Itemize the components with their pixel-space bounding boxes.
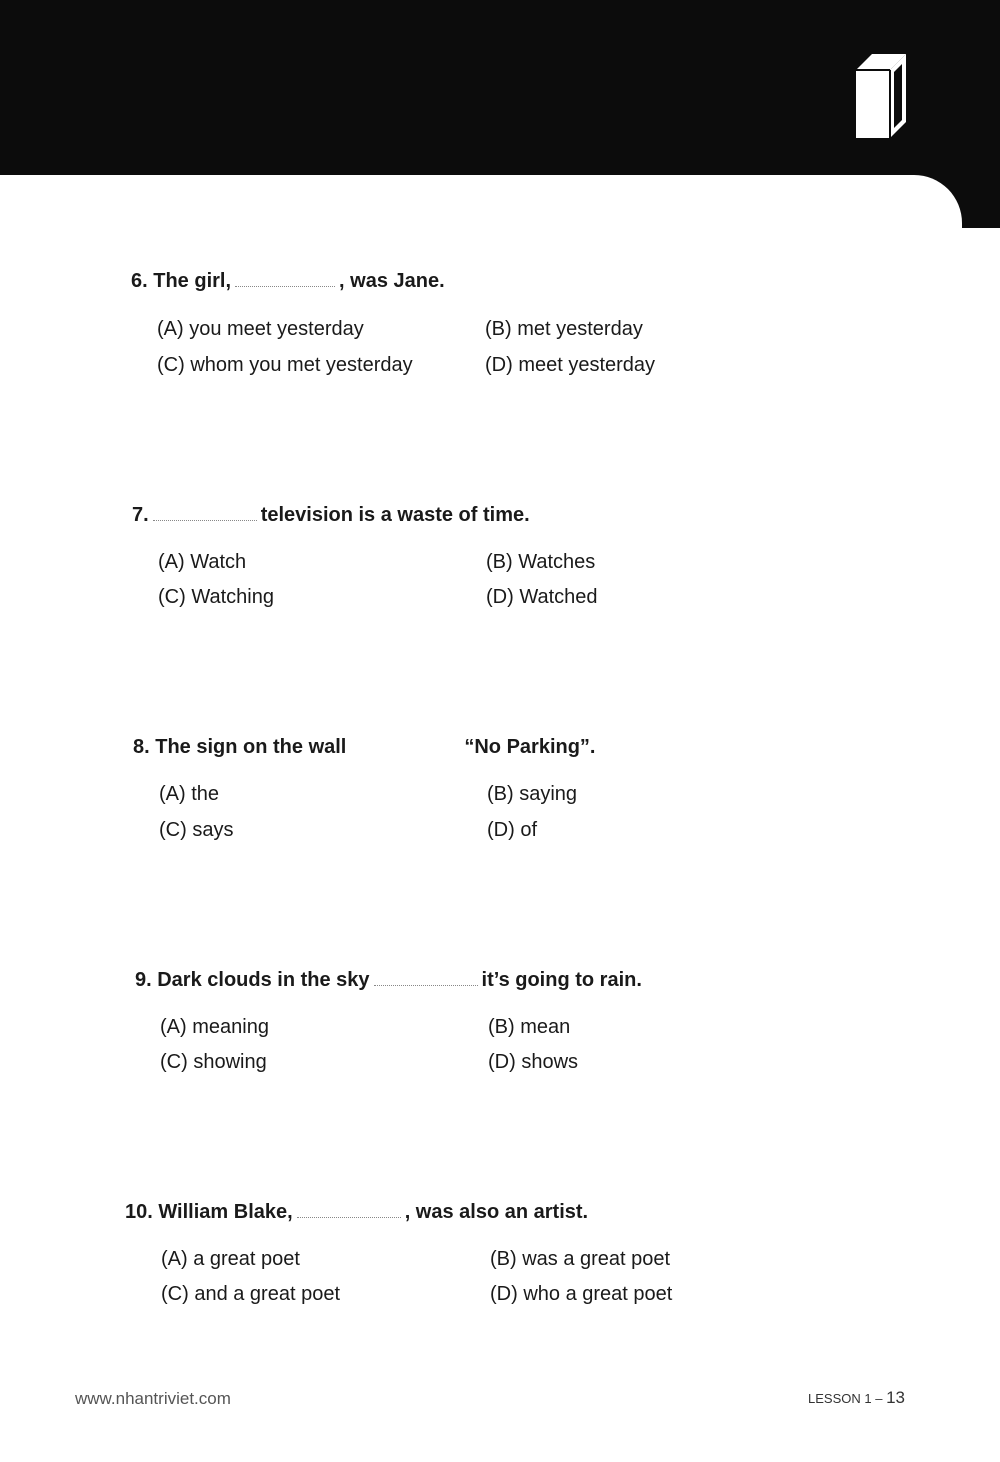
answer-blank bbox=[153, 506, 257, 521]
option-d[interactable]: (D) Watched bbox=[486, 586, 598, 608]
option-c[interactable]: (C) says bbox=[159, 819, 234, 841]
stem-text-after: it’s going to rain. bbox=[481, 969, 642, 991]
stem-text-after: “No Parking”. bbox=[464, 736, 596, 758]
stem-text-before: 7. bbox=[132, 504, 149, 526]
question-stem bbox=[135, 969, 642, 992]
question-stem bbox=[131, 270, 445, 293]
option-c[interactable]: (C) and a great poet bbox=[161, 1283, 340, 1305]
page-separator: – bbox=[875, 1391, 883, 1406]
option-b[interactable]: (B) saying bbox=[487, 783, 578, 805]
stem-text-before: 10. William Blake, bbox=[125, 1201, 293, 1223]
option-b[interactable]: (B) Watches bbox=[486, 551, 596, 573]
book-icon bbox=[848, 50, 912, 142]
page-sheet bbox=[0, 175, 962, 1462]
option-c[interactable]: (C) Watching bbox=[158, 586, 274, 608]
stem-text-after: , was Jane. bbox=[339, 270, 445, 292]
stem-text-after: , was also an artist. bbox=[404, 1201, 589, 1223]
question-stem bbox=[125, 1201, 588, 1224]
option-c[interactable]: (C) whom you met yesterday bbox=[157, 354, 413, 376]
option-a[interactable]: (A) a great poet bbox=[161, 1248, 300, 1270]
footer-page-label bbox=[808, 1388, 905, 1408]
option-c[interactable]: (C) showing bbox=[160, 1051, 267, 1073]
stem-text-after: television is a waste of time. bbox=[260, 504, 530, 526]
page-number: 13 bbox=[886, 1388, 905, 1407]
stem-text-before: 9. Dark clouds in the sky bbox=[135, 969, 370, 991]
stem-text-before: 6. The girl, bbox=[131, 270, 232, 292]
stem-text-before: 8. The sign on the wall bbox=[133, 736, 347, 758]
option-d[interactable]: (D) who a great poet bbox=[490, 1283, 673, 1305]
option-a[interactable]: (A) you meet yesterday bbox=[157, 318, 364, 340]
option-d[interactable]: (D) of bbox=[487, 819, 537, 841]
option-d[interactable]: (D) shows bbox=[488, 1051, 579, 1073]
question-stem bbox=[132, 504, 530, 527]
option-a[interactable]: (A) Watch bbox=[158, 551, 247, 573]
question-stem bbox=[133, 736, 596, 759]
answer-blank bbox=[297, 1203, 401, 1218]
lesson-label: LESSON 1 bbox=[808, 1391, 872, 1406]
option-b[interactable]: (B) mean bbox=[488, 1016, 571, 1038]
answer-blank bbox=[374, 971, 478, 986]
footer-website: www.nhantriviet.com bbox=[75, 1389, 231, 1408]
answer-blank bbox=[235, 272, 335, 287]
option-b[interactable]: (B) was a great poet bbox=[490, 1248, 671, 1270]
option-d[interactable]: (D) meet yesterday bbox=[485, 354, 656, 376]
option-a[interactable]: (A) meaning bbox=[160, 1016, 269, 1038]
option-a[interactable]: (A) the bbox=[159, 783, 220, 805]
option-b[interactable]: (B) met yesterday bbox=[485, 318, 643, 340]
